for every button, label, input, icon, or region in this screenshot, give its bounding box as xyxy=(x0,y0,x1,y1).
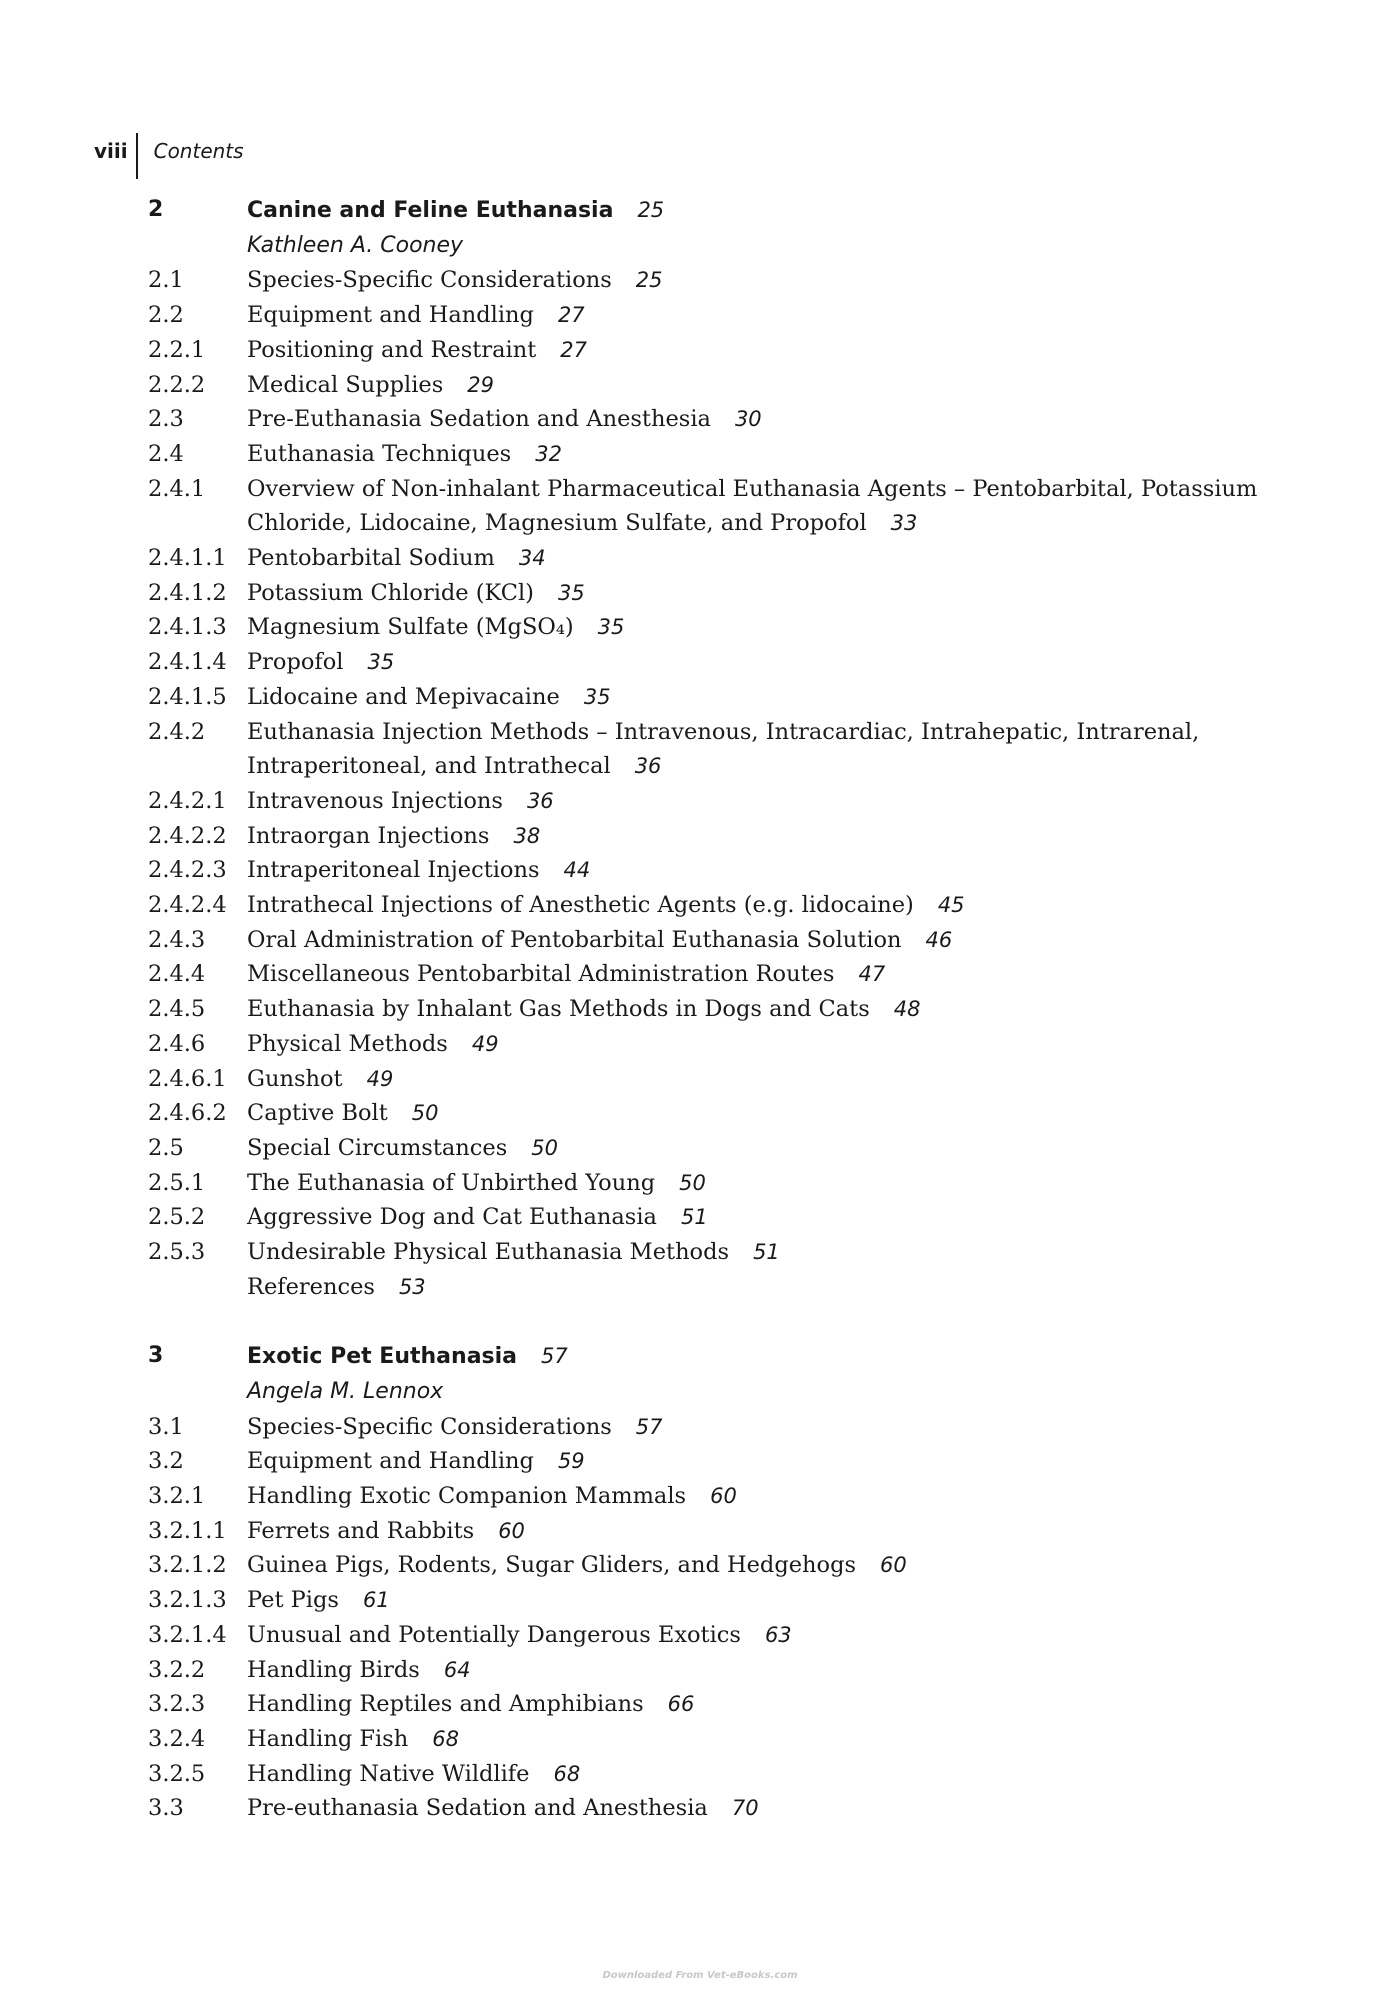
section-page: 35 xyxy=(583,684,611,709)
toc-entry xyxy=(148,853,1328,888)
toc-entry xyxy=(148,541,1328,576)
section-title-cell xyxy=(247,1583,1328,1618)
toc-entry xyxy=(148,1791,1328,1826)
section-title-cell xyxy=(247,1410,1328,1445)
toc-entry xyxy=(148,1166,1328,1201)
section-page: 61 xyxy=(362,1588,390,1613)
section-title: Pre-euthanasia Sedation and Anesthesia xyxy=(247,1795,708,1822)
section-page: 30 xyxy=(734,407,762,432)
section-page: 68 xyxy=(432,1726,459,1751)
section-title: Intravenous Injections xyxy=(247,787,503,814)
section-title: Pet Pigs xyxy=(247,1587,339,1614)
section-title-cell xyxy=(247,784,1328,819)
section-page: 35 xyxy=(367,650,395,675)
section-title-cell xyxy=(247,923,1328,958)
download-credit: Downloaded From Vet-eBooks.com xyxy=(602,1970,798,1981)
toc-entry xyxy=(148,1514,1328,1549)
section-title: Handling Fish xyxy=(247,1725,409,1752)
section-title: Special Circumstances xyxy=(247,1134,508,1161)
toc-entry xyxy=(148,645,1328,680)
chapter-heading xyxy=(148,1339,1328,1375)
section-title-cell xyxy=(247,1096,1328,1131)
section-title: Handling Exotic Companion Mammals xyxy=(247,1483,687,1509)
toc-entry xyxy=(148,333,1328,368)
section-title: Overview of Non-inhalant Pharmaceutical Euthanasia Agents – Pentobarbital, Potassium Chloride, Lidocaine, Magnesium Sulfate, and Propofol xyxy=(247,475,1258,537)
section-title-cell xyxy=(247,957,1328,992)
section-number: 3.1 xyxy=(148,1413,184,1440)
section-page: 70 xyxy=(731,1796,759,1821)
toc-entry xyxy=(148,263,1328,298)
toc-entry xyxy=(148,923,1328,958)
section-page: 57 xyxy=(635,1414,663,1439)
section-title: Handling Reptiles and Amphibians xyxy=(247,1691,644,1718)
section-title-cell xyxy=(247,1479,1328,1514)
toc-entry xyxy=(148,1583,1328,1618)
toc-entry xyxy=(148,1270,1328,1305)
section-title-cell xyxy=(247,680,1328,715)
section-title-cell xyxy=(247,1131,1328,1166)
section-title-cell xyxy=(247,1687,1328,1722)
running-head xyxy=(94,133,244,179)
running-title: Contents xyxy=(153,139,244,163)
section-number: 2.4.2 xyxy=(148,718,206,745)
section-number: 2.4.1.1 xyxy=(148,545,227,572)
section-title: Species-Specific Considerations xyxy=(247,267,612,294)
section-number: 3.2 xyxy=(148,1448,184,1475)
section-title-cell xyxy=(247,853,1328,888)
section-number: 3.2.1.2 xyxy=(148,1552,227,1579)
section-title-cell xyxy=(247,610,1328,645)
section-title-cell xyxy=(247,1235,1328,1270)
section-title-cell xyxy=(247,263,1328,298)
section-title: Gunshot xyxy=(247,1065,343,1092)
toc-entry xyxy=(148,888,1328,923)
section-page: 49 xyxy=(366,1066,394,1091)
toc-entry xyxy=(148,1200,1328,1235)
author-spacer xyxy=(148,229,247,264)
section-number: 2.4.6 xyxy=(148,1030,206,1057)
section-title: Miscellaneous Pentobarbital Administration Routes xyxy=(247,961,835,988)
section-number: 2.5.1 xyxy=(148,1169,206,1196)
section-number: 3.3 xyxy=(148,1795,184,1822)
section-number: 3.2.1.4 xyxy=(148,1621,227,1648)
chapter-title-cell xyxy=(247,1339,1328,1375)
section-title: Lidocaine and Mepivacaine xyxy=(247,683,560,710)
section-title-cell xyxy=(247,298,1328,333)
section-page: 33 xyxy=(890,511,918,536)
section-title: Pre-Euthanasia Sedation and Anesthesia xyxy=(247,406,711,433)
toc-entry xyxy=(148,472,1328,541)
section-title: Captive Bolt xyxy=(247,1100,388,1127)
section-title: Handling Birds xyxy=(247,1656,420,1683)
section-title: The Euthanasia of Unbirthed Young xyxy=(247,1169,656,1196)
section-title: Unusual and Potentially Dangerous Exotics xyxy=(247,1621,741,1648)
section-page: 53 xyxy=(398,1274,426,1299)
section-title: Intraorgan Injections xyxy=(247,822,490,849)
section-title: Intrathecal Injections of Anesthetic Agents (e.g. lidocaine) xyxy=(247,892,914,919)
chapter-title: Canine and Feline Euthanasia xyxy=(247,198,614,223)
section-page: 68 xyxy=(553,1761,581,1786)
section-page: 59 xyxy=(557,1449,585,1474)
section-title-cell xyxy=(247,437,1328,472)
section-page: 32 xyxy=(535,441,562,466)
section-title-cell xyxy=(247,402,1328,437)
section-number: 2.4.5 xyxy=(148,996,206,1023)
section-title: Euthanasia Injection Methods – Intravenous, Intracardiac, Intrahepatic, Intrarenal, Intraperitoneal, and Intrathecal xyxy=(247,718,1200,780)
section-number: 3.2.5 xyxy=(148,1760,206,1787)
toc-entry xyxy=(148,368,1328,403)
section-page: 50 xyxy=(679,1170,706,1195)
section-number: 2.2 xyxy=(148,302,184,329)
section-number: 2.4.2.3 xyxy=(148,857,227,884)
section-page: 60 xyxy=(880,1553,907,1578)
section-title-cell xyxy=(247,368,1328,403)
section-title-cell xyxy=(247,541,1328,576)
section-title-cell xyxy=(247,1062,1328,1097)
section-page: 46 xyxy=(925,927,953,952)
section-title-cell xyxy=(247,1200,1328,1235)
chapter-title: Exotic Pet Euthanasia xyxy=(247,1344,518,1370)
section-number: 2.4.2.4 xyxy=(148,892,227,919)
header-rule xyxy=(136,133,138,179)
chapter-number: 2 xyxy=(148,197,164,222)
section-number: 3.2.1 xyxy=(148,1483,206,1509)
section-page: 36 xyxy=(526,788,554,813)
section-number: 2.5.3 xyxy=(148,1239,206,1266)
section-page: 27 xyxy=(557,303,585,328)
toc-entry xyxy=(148,1687,1328,1722)
toc-entry xyxy=(148,715,1328,784)
section-number: 2.4.1.3 xyxy=(148,614,227,641)
section-page: 60 xyxy=(498,1518,525,1543)
section-title-cell xyxy=(247,645,1328,680)
section-page: 27 xyxy=(560,337,587,362)
section-page: 50 xyxy=(531,1135,558,1160)
section-page: 47 xyxy=(858,962,886,987)
section-title: Pentobarbital Sodium xyxy=(247,545,495,572)
author-spacer xyxy=(148,1375,247,1410)
section-title-cell xyxy=(247,1791,1328,1826)
section-title-cell xyxy=(247,1722,1328,1757)
section-page: 51 xyxy=(753,1240,780,1265)
section-number: 2.4.1.4 xyxy=(148,649,227,676)
section-title-cell xyxy=(247,715,1328,784)
toc-entry xyxy=(148,1410,1328,1445)
section-number: 2.4.2.1 xyxy=(148,787,227,814)
section-title-cell xyxy=(247,1548,1328,1583)
section-page: 34 xyxy=(518,546,546,571)
section-page: 29 xyxy=(467,372,495,397)
section-title: Physical Methods xyxy=(247,1030,448,1057)
section-title: Potassium Chloride (KCl) xyxy=(247,579,534,606)
toc-entry xyxy=(148,1444,1328,1479)
toc-entry xyxy=(148,680,1328,715)
toc-entry xyxy=(148,1548,1328,1583)
section-title: Handling Native Wildlife xyxy=(247,1760,530,1787)
toc-entry xyxy=(148,1235,1328,1270)
chapter-section xyxy=(148,193,1328,1305)
section-page: 66 xyxy=(667,1692,695,1717)
section-title-cell xyxy=(247,1757,1328,1792)
toc-entry xyxy=(148,1757,1328,1792)
chapter-section xyxy=(148,1339,1328,1826)
section-title: Equipment and Handling xyxy=(247,302,534,329)
section-page: 35 xyxy=(597,615,625,640)
chapter-author-row xyxy=(148,1375,1328,1410)
section-title: Euthanasia by Inhalant Gas Methods in Dogs and Cats xyxy=(247,996,870,1023)
toc-entry xyxy=(148,1618,1328,1653)
section-number: 3.2.2 xyxy=(148,1656,206,1683)
section-title: Magnesium Sulfate (MgSO₄) xyxy=(247,614,574,641)
section-title: Propofol xyxy=(247,649,344,676)
toc-entry xyxy=(148,402,1328,437)
section-title: Intraperitoneal Injections xyxy=(247,857,540,884)
toc-entry xyxy=(148,992,1328,1027)
section-number: 2.4.6.2 xyxy=(148,1100,227,1127)
section-page: 64 xyxy=(443,1657,471,1682)
section-title: Euthanasia Techniques xyxy=(247,440,512,467)
section-page: 51 xyxy=(680,1205,708,1230)
section-title: Oral Administration of Pentobarbital Euthanasia Solution xyxy=(247,926,902,953)
section-title: Medical Supplies xyxy=(247,371,444,398)
chapter-page: 57 xyxy=(541,1344,568,1369)
section-page: 45 xyxy=(937,893,965,918)
section-page: 63 xyxy=(764,1622,792,1647)
section-title: Ferrets and Rabbits xyxy=(247,1517,475,1544)
section-page: 60 xyxy=(710,1484,737,1508)
section-number: 2.4.4 xyxy=(148,961,206,988)
section-title: Equipment and Handling xyxy=(247,1448,534,1475)
section-title-cell xyxy=(247,1653,1328,1688)
table-of-contents xyxy=(148,193,1328,1826)
section-title-cell xyxy=(247,819,1328,854)
section-number: 2.3 xyxy=(148,406,184,433)
section-title-cell xyxy=(247,1166,1328,1201)
section-number: 2.2.1 xyxy=(148,336,206,363)
chapter-number: 3 xyxy=(148,1343,164,1369)
chapter-heading xyxy=(148,193,1328,229)
section-title: Positioning and Restraint xyxy=(247,336,537,363)
section-number: 2.4 xyxy=(148,440,184,467)
toc-entry xyxy=(148,1062,1328,1097)
toc-entry xyxy=(148,576,1328,611)
section-number: 2.4.1.2 xyxy=(148,579,227,606)
section-number: 2.4.1 xyxy=(148,475,206,502)
section-number: 3.2.3 xyxy=(148,1691,206,1718)
section-title-cell xyxy=(247,992,1328,1027)
chapter-title-cell xyxy=(247,193,1328,229)
section-title-cell xyxy=(247,333,1328,368)
section-page: 25 xyxy=(635,268,663,293)
section-page: 50 xyxy=(411,1101,439,1126)
section-number: 2.5.2 xyxy=(148,1204,206,1231)
section-title-cell xyxy=(247,1618,1328,1653)
section-number: 2.2.2 xyxy=(148,371,206,398)
section-number: 3.2.1.3 xyxy=(148,1587,227,1614)
toc-entry xyxy=(148,1653,1328,1688)
toc-entry xyxy=(148,1096,1328,1131)
toc-entry xyxy=(148,784,1328,819)
section-title-cell xyxy=(247,472,1328,541)
toc-entry xyxy=(148,1479,1328,1514)
section-page: 49 xyxy=(471,1031,499,1056)
toc-entry xyxy=(148,1027,1328,1062)
section-title: Undesirable Physical Euthanasia Methods xyxy=(247,1239,730,1266)
section-title-cell xyxy=(247,1444,1328,1479)
toc-entry xyxy=(148,437,1328,472)
section-number: 2.5 xyxy=(148,1134,184,1161)
chapter-page: 25 xyxy=(637,198,665,222)
section-title: Aggressive Dog and Cat Euthanasia xyxy=(247,1204,657,1231)
section-page: 44 xyxy=(563,858,591,883)
toc-entry xyxy=(148,1722,1328,1757)
section-page: 48 xyxy=(893,997,921,1022)
section-page: 35 xyxy=(557,580,585,605)
section-title: Guinea Pigs, Rodents, Sugar Gliders, and Hedgehogs xyxy=(247,1552,857,1579)
section-number: 3.2.4 xyxy=(148,1725,206,1752)
section-title-cell xyxy=(247,1027,1328,1062)
page-number: viii xyxy=(94,139,128,163)
section-number: 2.4.1.5 xyxy=(148,683,227,710)
chapter-author: Angela M. Lennox xyxy=(247,1378,444,1404)
section-title: Species-Specific Considerations xyxy=(247,1413,612,1440)
toc-entry xyxy=(148,819,1328,854)
section-number: 2.4.6.1 xyxy=(148,1065,227,1092)
toc-entry xyxy=(148,1131,1328,1166)
section-page: 38 xyxy=(513,823,541,848)
chapter-author: Kathleen A. Cooney xyxy=(247,232,464,258)
section-number: 2.4.3 xyxy=(148,926,206,953)
toc-entry xyxy=(148,298,1328,333)
section-title-cell xyxy=(247,1270,1328,1305)
section-number xyxy=(148,1270,247,1305)
section-title-cell xyxy=(247,888,1328,923)
section-number: 3.2.1.1 xyxy=(148,1517,227,1544)
chapter-author-row xyxy=(148,229,1328,264)
toc-entry xyxy=(148,610,1328,645)
section-title: References xyxy=(247,1273,375,1300)
section-title-cell xyxy=(247,576,1328,611)
section-title-cell xyxy=(247,1514,1328,1549)
section-page: 36 xyxy=(634,754,662,779)
section-number: 2.4.2.2 xyxy=(148,822,227,849)
section-number: 2.1 xyxy=(148,267,184,294)
toc-entry xyxy=(148,957,1328,992)
